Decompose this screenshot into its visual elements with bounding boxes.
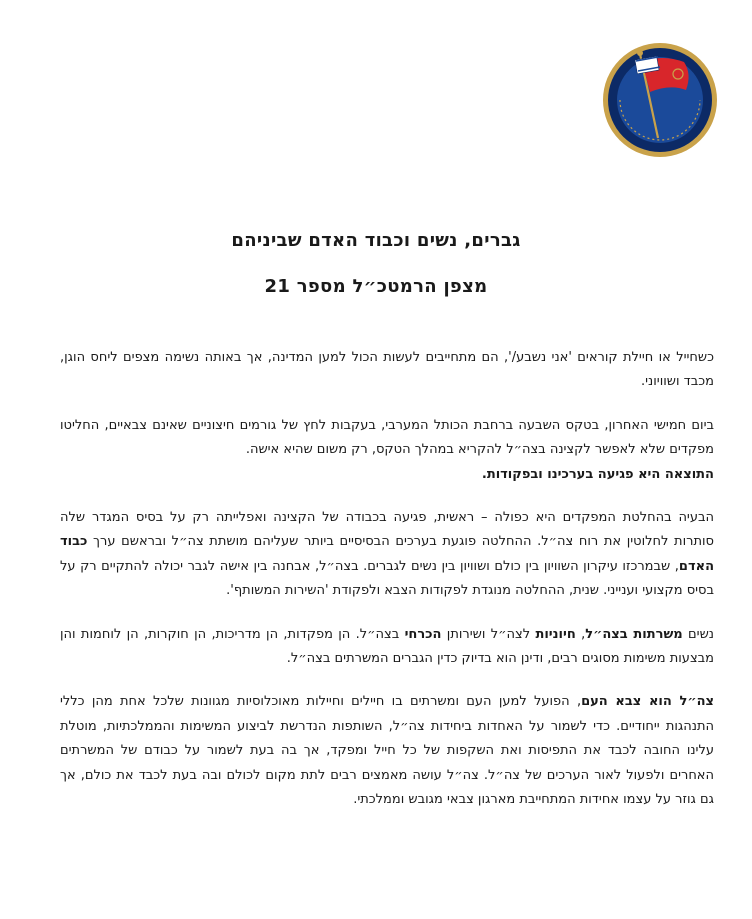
paragraph-4-emphasis-3: הכרחי [404,626,442,642]
paragraph-1-text: כשחייל או חיילת קוראים 'אני נשבע/', הם מתחייבים לעשות הכול למען המדינה, אך באותה נשימה מצפים ליחס הוגן, מכבד ושוויוני. [60,350,714,390]
paragraph-1 [60,346,714,395]
paragraph-4-text-c: לצה״ל ושירותן [441,626,536,642]
paragraph-4-emphasis-2: חיוניות [535,626,576,642]
page-subtitle: מצפן הרמטכ״ל מספר 21 [264,276,488,297]
flag-pole-finial [637,50,643,56]
paragraph-4-text-d: בצה״ל. הן מפקדות, הן מדריכות, הן חוקרות, הן לוחמות והן מבצעות משימות מסוגים רבים, ודינן הוא בדיוק כדין הגברים המשרתים בצה״ל. [60,626,714,667]
letter-body [60,346,714,832]
paragraph-5 [60,690,714,812]
paragraph-4 [60,623,714,672]
paragraph-5-text: , הפועל למען העם ומשרתים בו חיילים וחיילות מאוכלוסיות מגוונות שלכל אחת מהן כללי התנהגות ייחודיים. כדי לשמור על האחדות ביחידות צה״ל, השותפות הנדרשת לביצוע המשימות והממלכתיות, מוטלת עלינו החובה לכבד את התפיסות ואת השקפות של כל חייל ומפקד, אך בה בעת לשמור על כבודם של המשרתים האחרים ולפעול לאור הערכים של צה״ל. צה״ל עושה מאמצים רבים לתת מקום לכולם ובה בעת לכבד את כולם, אך גם גוזר על עצמו אחידות המתחייבת מארגון צבאי מגובש וממלכתי. [60,694,714,808]
paragraph-4-text-b: , [575,626,586,642]
paragraph-2-text: ביום חמישי האחרון, בטקס השבעה ברחבת הכותל המערבי, בעקבות לחץ של גורמים חיצוניים שאינם צבאיים, החליטו מפקדים שלא לאפשר לקצינה בצה״ל להקריא במהלך הטקס, רק משום שהיא אישה. [60,417,714,458]
paragraph-3-text-a: הבעיה בהחלטת המפקדים היא כפולה – ראשית, פגיעה בכבודה של הקצינה ואפלייתה רק על בסיס המגדר שלה סותרות לחלוטין את רוח צה״ל. ההחלטה פוגעת בערכים הבסיסיים ביותר שעליהם מושתת צה״ל ובראשם ערך [60,510,714,550]
paragraph-3 [60,506,714,604]
paragraph-2-conclusion: התוצאה היא פגיעה בערכינו ובפקודות. [481,466,714,482]
military-rabbinate-flag-emblem-icon [600,40,720,160]
paragraph-5-emphasis: צה״ל הוא צבא העם [581,694,715,710]
paragraph-4-text-a: נשים [682,626,715,642]
paragraph-3-text-b: , שבמרכזו עיקרון השוויון בין כולם ושוויון בין נשים לגברים. בצה״ל, אבחנה בין אישה לגבר יכולה להתקיים רק על בסיס מקצועי וענייני. שנית, ההחלטה מנוגדת לפקודות הצבא ולפקודת 'השירות המשותף'. [60,558,714,599]
paragraph-3-emphasis: כבוד האדם [60,534,714,574]
page-title: גברים, נשים וכבוד האדם שביניהם [231,230,521,251]
paragraph-2 [60,414,714,487]
paragraph-4-emphasis-1: משרתות בצה״ל [585,626,683,642]
